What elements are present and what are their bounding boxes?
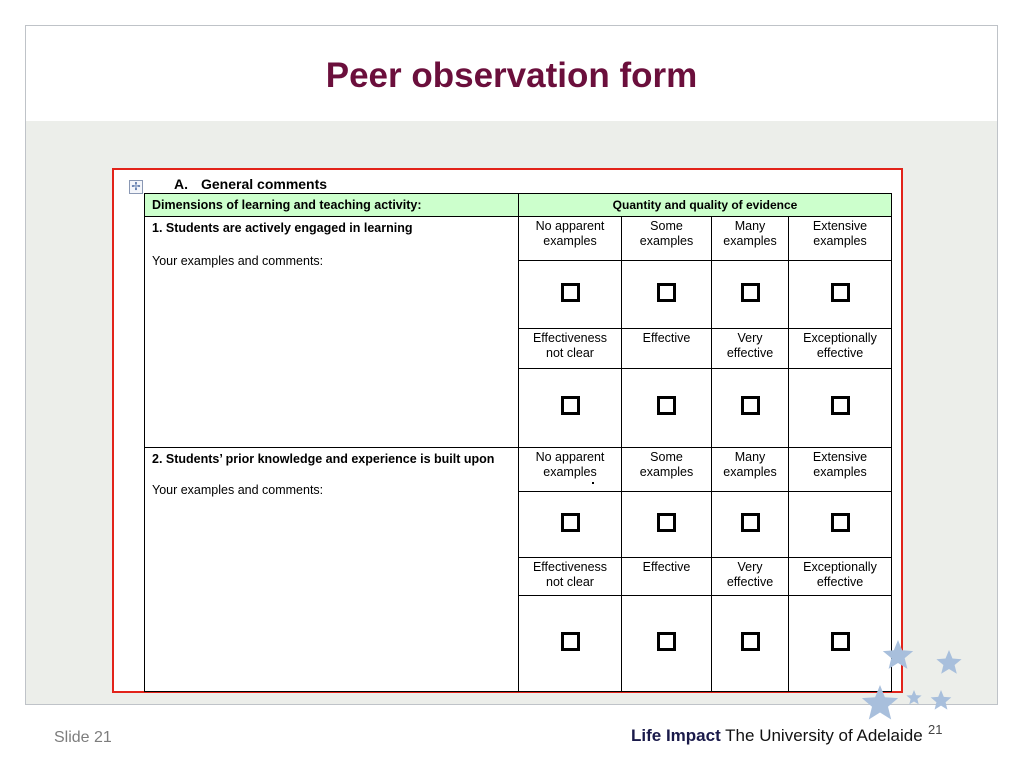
empty-checkbox-icon[interactable]: [561, 513, 580, 532]
star-shape: [936, 650, 961, 674]
slide-number: Slide 21: [54, 729, 112, 746]
quality-label-3: Very effective: [712, 558, 789, 596]
section-letter: A.: [174, 176, 188, 192]
quantity-label-1: No apparent examples: [519, 448, 622, 492]
checkbox-cell: [712, 492, 789, 558]
quality-label-2: Effective: [622, 329, 712, 369]
page-number: 21: [928, 722, 943, 737]
star-shape: [931, 690, 952, 710]
quality-label-1: Effectiveness not clear: [519, 329, 622, 369]
empty-checkbox-icon[interactable]: [831, 513, 850, 532]
header-dimensions: Dimensions of learning and teaching activity:: [145, 194, 519, 217]
quantity-label-4: Extensive examples: [789, 217, 892, 261]
item-2-cell: [145, 448, 519, 692]
quantity-label-4: Extensive examples: [789, 448, 892, 492]
quantity-label-2: Some examples: [622, 217, 712, 261]
checkbox-cell: [789, 261, 892, 329]
item-2-comments-label: Your examples and comments:: [152, 483, 324, 497]
empty-checkbox-icon[interactable]: [741, 283, 760, 302]
empty-checkbox-icon[interactable]: [561, 632, 580, 651]
quantity-label-3: Many examples: [712, 448, 789, 492]
checkbox-cell: [712, 261, 789, 329]
checkbox-cell: [622, 261, 712, 329]
observation-table: [144, 193, 892, 692]
checkbox-cell: [622, 492, 712, 558]
empty-checkbox-icon[interactable]: [561, 283, 580, 302]
star-shape: [862, 685, 898, 720]
quality-label-4: Exceptionally effective: [789, 329, 892, 369]
section-title: General comments: [201, 176, 328, 192]
item-1-comments-label: Your examples and comments:: [152, 254, 324, 268]
empty-checkbox-icon[interactable]: [657, 396, 676, 415]
checkbox-cell: [789, 492, 892, 558]
stray-dot: [592, 482, 594, 484]
table-row: [145, 448, 892, 492]
header-evidence: Quantity and quality of evidence: [519, 194, 892, 217]
quality-label-3: Very effective: [712, 329, 789, 369]
empty-checkbox-icon[interactable]: [831, 396, 850, 415]
empty-checkbox-icon[interactable]: [741, 396, 760, 415]
checkbox-cell: [519, 261, 622, 329]
quality-label-4: Exceptionally effective: [789, 558, 892, 596]
item-1-cell: [145, 217, 519, 448]
footer-brand: [631, 726, 923, 746]
quantity-label-3: Many examples: [712, 217, 789, 261]
brand-rest: The University of Adelaide: [725, 726, 923, 745]
checkbox-cell: [622, 369, 712, 448]
table-row: [145, 217, 892, 261]
quality-label-2: Effective: [622, 558, 712, 596]
brand-bold: Life Impact: [631, 726, 721, 745]
checkbox-cell: [622, 596, 712, 692]
quality-label-1: Effectiveness not clear: [519, 558, 622, 596]
item-1-title: 1. Students are actively engaged in learning: [152, 221, 413, 235]
move-cross-icon[interactable]: ✢: [129, 180, 143, 194]
checkbox-cell: [519, 596, 622, 692]
empty-checkbox-icon[interactable]: [657, 283, 676, 302]
item-2-title: 2. Students’ prior knowledge and experience is built upon: [152, 452, 495, 466]
checkbox-cell: [519, 492, 622, 558]
empty-checkbox-icon[interactable]: [741, 632, 760, 651]
empty-checkbox-icon[interactable]: [657, 513, 676, 532]
slide-title: Peer observation form: [325, 56, 698, 95]
checkbox-cell: [789, 369, 892, 448]
quantity-label-1: No apparent examples: [519, 217, 622, 261]
checkbox-cell: [519, 369, 622, 448]
quantity-label-2: Some examples: [622, 448, 712, 492]
empty-checkbox-icon[interactable]: [657, 632, 676, 651]
checkbox-cell: [712, 596, 789, 692]
section-heading: [174, 176, 327, 192]
star-shape: [883, 640, 913, 669]
star-cluster-icon: [858, 630, 978, 730]
empty-checkbox-icon[interactable]: [831, 283, 850, 302]
star-shape: [906, 690, 921, 704]
table-header-row: [145, 194, 892, 217]
empty-checkbox-icon[interactable]: [561, 396, 580, 415]
checkbox-cell: [712, 369, 789, 448]
empty-checkbox-icon[interactable]: [741, 513, 760, 532]
empty-checkbox-icon[interactable]: [831, 632, 850, 651]
